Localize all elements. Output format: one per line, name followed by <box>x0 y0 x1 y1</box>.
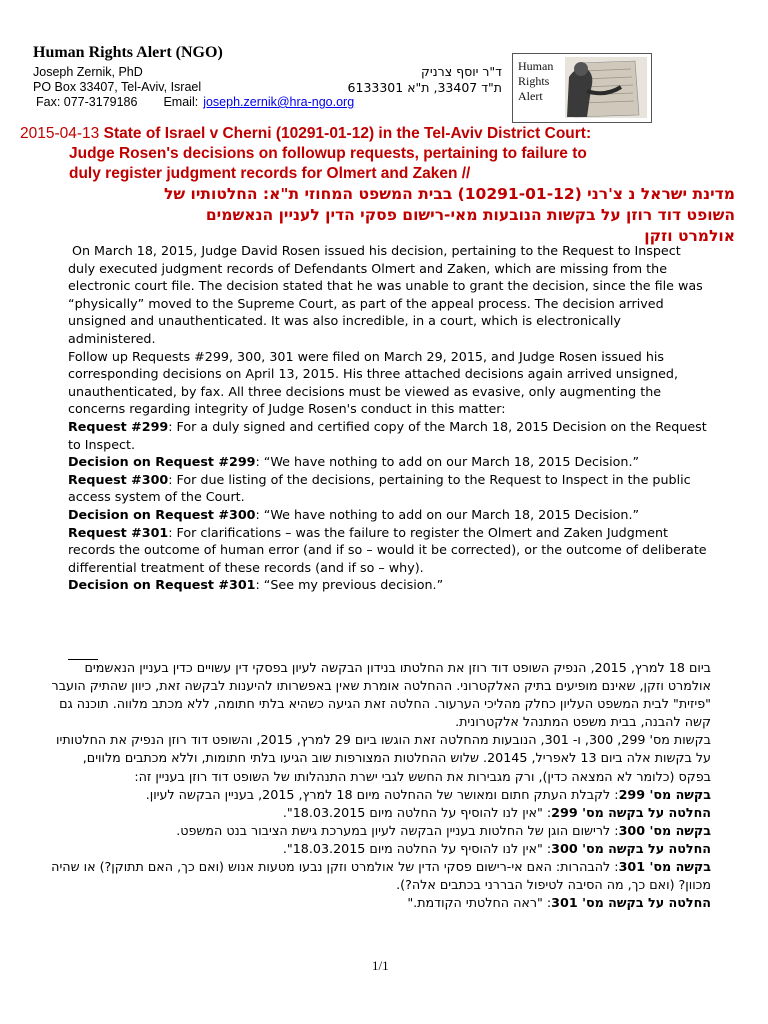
decision-300: Decision on Request #300: “We have nothing to add on our March 18, 2015 Decision.” <box>68 506 640 522</box>
postal-address-hebrew: ת"ד 33407, ת"א 6133301 <box>347 80 502 95</box>
org-name: Human Rights Alert (NGO) <box>33 44 223 61</box>
paragraph-2: Follow up Requests #299, 300, 301 were filed on March 29, 2015, and Judge Rosen issued his corresponding decisions on April 13, 2015. His three attached decisions again arrived unsigned, unauthenticated, by fax. All three decisions must be viewed as evasive, only augmenting the concerns regarding integrity of Judge Rosen's conduct in this matter: <box>68 348 678 417</box>
org-logo <box>512 53 652 123</box>
paragraph-1: On March 18, 2015, Judge David Rosen issued his decision, pertaining to the Request to Inspect duly executed judgment records of Defendants Olmert and Zaken, which are missing from the electronic court file. The decision stated that he was unable to grant the decision, since the file was “physically” moved to the Supreme Court, as part of the appeal process. The decision arrived unsigned and unauthenticated. It was also incredible, in a court, which is electronically administered. <box>68 243 703 346</box>
author-name: Joseph Zernik, PhD <box>33 65 143 79</box>
request-he-299: בקשה מס' 299: לקבלת העתק חתום ומאושר של ההחלטה מיום 18 למרץ, 2015, בעניין הבקשה לעיון. <box>145 786 711 802</box>
paragraph-he-1: ביום 18 למרץ, 2015, הנפיק השופט דוד רוזן את החלטתו בנידון הבקשה לעיון בפסקי דין עשויים כדין בעניין הנאשמים אולמרט וזקן, שאינם מופיעים בתיק האלקטרוני. ההחלטה אומרת שאין באפשרותו להיענות לבקשה זאת, כיוון שהתיק הועבר "פיזית" לבית המשפט העליון כחלק מהליכי הערעור. החלטה זאת הגיעה כשהיא בלתי חתומה, ללא מכתב מלווה. תוכנה גם קשה להבנה, בבית משפט המתנהל אלקטרונית. <box>51 660 711 730</box>
email-label: Email: <box>163 95 199 109</box>
author-name-hebrew: ד"ר יוסף צרניק <box>420 64 502 79</box>
decision-299: Decision on Request #299: “We have nothing to add on our March 18, 2015 Decision.” <box>68 454 640 470</box>
paragraph-he-2: בקשות מס' 299, 300, ו- 301, הנובעות מהחלטה זאת הוגשו ביום 29 למרץ, 2015, והשופט דוד רוזן הנפיק את החלטותיו על בקשות אלה ביום 13 לאפריל, 20145. שלוש ההחלטות המצורפות שוב הגיעו בלתי חתומות, וללא מכתבים מלווים, בפקס (כלומר לא המצאה כדין), ורק מגבירות את החשש לגבי ישרת התנהלותו של השופט דוד רוזן בעניין זה: <box>56 732 711 784</box>
request-299: Request #299: For a duly signed and certified copy of the March 18, 2015 Decision on the Request to Inspect. <box>68 418 707 452</box>
title-line-2: Judge Rosen's decisions on followup requests, pertaining to failure to <box>69 145 587 162</box>
decision-he-300: החלטה על בקשה מס' 300: "אין לנו להוסיף על החלטה מיום 18.03.2015". <box>282 840 711 856</box>
decision-301: Decision on Request #301: “See my previous decision.” <box>68 577 444 593</box>
title-line-3: duly register judgment records for Olmert and Zaken // <box>69 165 471 182</box>
request-301: Request #301: For clarifications – was the failure to register the Olmert and Zaken Judgment records the outcome of human error (and if so – would it be corrected), or the outcome of deliberate differential treatment of these records (and if so – why). <box>68 524 707 575</box>
contact-line <box>36 95 354 109</box>
decision-he-301: החלטה על בקשה מס' 301: "ראה החלטתי הקודמת." <box>407 895 711 911</box>
logo-text: Human Rights Alert <box>518 59 554 103</box>
body-hebrew <box>51 659 711 912</box>
postal-address: PO Box 33407, Tel-Aviv, Israel <box>33 80 202 94</box>
title-he-line-3: אולמרט וזקן <box>644 227 735 245</box>
request-300: Request #300: For due listing of the decisions, pertaining to the Request to Inspect in the public access system of the Court. <box>68 471 691 505</box>
document-title <box>20 124 734 184</box>
fax-number: Fax: 077-3179186 <box>36 95 138 109</box>
title-date: 2015-04-13 <box>20 125 100 142</box>
body-english <box>68 242 708 594</box>
page-number: 1/1 <box>372 958 389 973</box>
request-he-301: בקשה מס' 301: להבהרות: האם אי-רישום פסקי הדין של אולמרט וזקן נבעו מטעות אנוש (ואם כך, האם תתוקן?) או שהיה מכוון? (ואם כך, מה הסיבה לטיפול הבררני בכתבים אלה?). <box>51 859 711 893</box>
request-he-300: בקשה מס' 300: לרישום הוגן של החלטות בעניין הבקשה לעיון במערכת גישת הציבור בנט המשפט. <box>176 822 711 838</box>
title-he-line-1: מדינת ישראל נ צ'רני (10291-01-12) בבית המשפט המחוזי ת"א: החלטותיו של <box>164 185 735 203</box>
logo-figure-icon <box>565 57 647 118</box>
title-he-line-2: השופט דוד רוזן על בקשות הנובעות מאי-רישום פסקי הדין לעניין הנאשמים <box>205 206 735 224</box>
decision-he-299: החלטה על בקשה מס' 299: "אין לנו להוסיף על החלטה מיום 18.03.2015". <box>282 804 711 820</box>
title-line-1: State of Israel v Cherni (10291-01-12) in the Tel-Aviv District Court: <box>103 125 592 142</box>
email-link[interactable]: joseph.zernik@hra-ngo.org <box>203 95 355 109</box>
document-title-hebrew <box>35 184 735 247</box>
